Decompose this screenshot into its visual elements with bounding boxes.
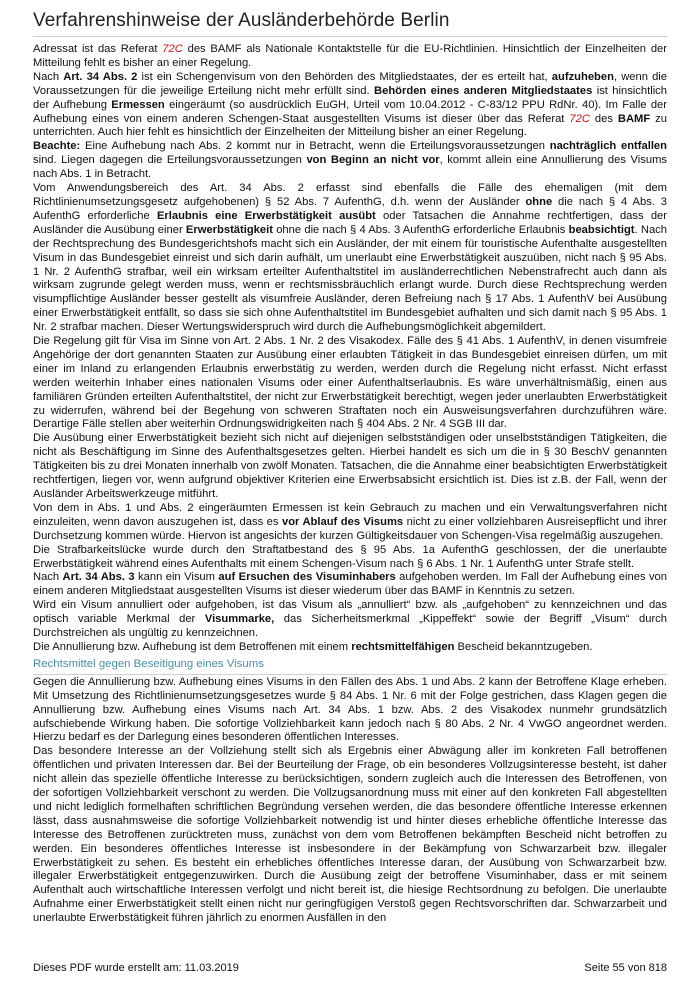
page-number: Seite 55 von 818: [584, 962, 667, 974]
creation-date: Dieses PDF wurde erstellt am: 11.03.2019: [33, 962, 239, 974]
referat-link[interactable]: 72C: [569, 112, 590, 125]
paragraph-4: Vom Anwendungsbereich des Art. 34 Abs. 2 erfasst sind ebenfalls die Fälle des ehemaligen (mit dem Richtlinienumsetzungsgesetz aufgehobenen) § 52 Abs. 7 AufenthG, d.h. wenn der Ausländer ohne die nach § 4 Abs. 3 AufenthG erforderliche Erlaubnis eine Erwerbstätigkeit ausübt oder Tatsachen die Annahme rechtfertigen, dass der Ausländer die Ausübung einer Erwerbstätigkeit ohne die nach § 4 Abs. 3 AufenthG erforderliche Erlaubnis beabsichtigt. Nach der Rechtsprechung des Bundesgerichtshofs macht sich ein Ausländer, der mit einem für touristische Aufenthalte ausgestellten Visum in das Bundesgebiet einreist und sich darin aufhält, um unerlaubt eine Erwerbstätigkeit auszuüben, nicht nach § 95 Abs. 1 Nr. 2 AufenthG strafbar, weil ein wirksam erteilter Aufenthaltstitel im ausländerrechtlichen Nebenstrafrecht auch dann als wirksam zugrunde gelegt werden muss, wenn er rechtsmissbräuchlich erlangt wurde. Durch diese Rechtsprechung werden visumpflichtige Ausländer besser gestellt als visumfreie Ausländer, deren Befreiung nach § 17 Abs. 1 AufenthV bei Ausübung einer Erwerbstätigkeit entfällt, so dass sie sich ohne Aufenthaltstitel im Bundesgebiet aufhalten und sich damit nach § 95 Abs. 1 Nr. 2 strafbar machen. Dieser Wertungswiderspruch wird durch die Aufhebungsmöglichkeit abgemildert.: [33, 182, 667, 334]
paragraph-8: Die Strafbarkeitslücke wurde durch den Straftatbestand des § 95 Abs. 1a AufenthG geschlossen, der die unerlaubte Erwerbstätigkeit während eines Aufenthalts mit einem Schengen-Visum nach § 6 Abs. 1 Nr. 1 AufenthG unter Strafe stellt.: [33, 543, 667, 570]
document-page: [33, 10, 667, 926]
paragraph-10: Wird ein Visum annulliert oder aufgehoben, ist das Visum als „annulliert“ bzw. als „aufgehoben“ zu kennzeichnen und das optisch variable Merkmal der Visummarke, das Sicherheitsmerkmal „Kippeffekt“ sowie der Begriff „Visum“ durch Durchstreichen als ungültig zu kennzeichnen.: [33, 599, 667, 640]
referat-link[interactable]: 72C: [162, 43, 183, 55]
paragraph-7: Von dem in Abs. 1 und Abs. 2 eingeräumten Ermessen ist kein Gebrauch zu machen und ein Verwaltungsverfahren nicht einzuleiten, wenn davon auszugehen ist, dass es vor Ablauf des Visums nicht zu einer vollziehbaren Ausreisepflicht und ihrer Durchsetzung kommen würde. Hiervon ist angesichts der kurzen Gültigkeitsdauer von Schengen-Visa regelmäßig auszugehen.: [33, 501, 668, 542]
paragraph-1: Adressat ist das Referat 72C des BAMF als Nationale Kontaktstelle für die EU-Richtlinien. Hinsichtlich der Einzelheiten der Mitteilung fehlt es bisher an einer Regelung.: [33, 43, 667, 69]
section-heading: Rechtsmittel gegen Beseitigung eines Visums: [33, 658, 667, 675]
paragraph-3: Beachte: Eine Aufhebung nach Abs. 2 kommt nur in Betracht, wenn die Erteilungsvoraussetzungen nachträglich entfallen sind. Liegen dagegen die Erteilungsvoraussetzungen von Beginn an nicht vor, kommt allein eine Annullierung des Visums nach Abs. 1 in Betracht.: [33, 140, 667, 181]
paragraph-2: Nach Art. 34 Abs. 2 ist ein Schengenvisum von den Behörden des Mitgliedstaates, der es erteilt hat, aufzuheben, wenn die Voraussetzungen für die jeweilige Erteilung nicht mehr erfüllt sind. Behörden eines anderen Mitgliedstaates ist hinsichtlich der Aufhebung Ermessen eingeräumt (so ausdrücklich EuGH, Urteil vom 10.04.2012 - C-83/12 PPU RdNr. 40). Im Falle der Aufhebung eines von einem anderen Schengen-Staat ausgestellten Visums ist dieser über das Referat 72C des BAMF zu unterrichten. Auch hier fehlt es hinsichtlich der Einzelheiten der Mitteilung bisher an einer Regelung.: [33, 70, 667, 139]
paragraph-11: Die Annullierung bzw. Aufhebung ist dem Betroffenen mit einem rechtsmittelfähigen Bescheid bekanntzugeben.: [33, 640, 593, 653]
paragraph-9: Nach Art. 34 Abs. 3 kann ein Visum auf Ersuchen des Visuminhabers aufgehoben werden. Im Fall der Aufhebung eines von einem anderen Mitgliedstaat ausgestellten Visums ist dieser wiederum über das BAMF in Kenntnis zu setzen.: [33, 571, 668, 598]
document-body: [33, 43, 667, 926]
page-title: Verfahrenshinweise der Ausländerbehörde Berlin: [33, 10, 667, 37]
paragraph-12: Gegen die Annullierung bzw. Aufhebung eines Visums in den Fällen des Abs. 1 und Abs. 2 kann der Betroffene Klage erheben. Mit Umsetzung des Richtlinienumsetzungsgesetzes wurde § 84 Abs. 1 Nr. 6 mit der Folge gestrichen, dass Klagen gegen die Annullierung bzw. Aufhebung eines Visums nach Art. 34 Abs. 1 bzw. Abs. 2 des Visakodex nunmehr grundsätzlich aufschiebende Wirkung haben. Die sofortige Vollziehbarkeit kann jedoch nach § 80 Abs. 2 Nr. 4 VwGO angeordnet werden. Hierzu bedarf es der Darlegung eines besonderen öffentlichen Interesses.: [33, 675, 667, 744]
paragraph-6: Die Ausübung einer Erwerbstätigkeit bezieht sich nicht auf diejenigen selbstständigen oder unselbstständigen Tätigkeiten, die nicht als Beschäftigung im Sinne des Aufenthaltsgesetzes gelten. Hierbei handelt es sich um die in § 30 BeschV genannten Tätigkeiten bis zu drei Monaten innerhalb von zwölf Monaten. Tatsachen, die die Annahme einer beabsichtigten Erwerbstätigkeit rechtfertigen, liegen vor, wenn aufgrund objektiver Kriterien eine Erwerbsabsicht ersichtlich ist. Dies ist z.B. der Fall, wenn der Ausländer Arbeitswerkzeuge mitführt.: [33, 432, 667, 500]
paragraph-5: Die Regelung gilt für Visa im Sinne von Art. 2 Abs. 1 Nr. 2 des Visakodex. Fälle des § 41 Abs. 1 AufenthV, in denen visumfreie Angehörige der dort genannten Staaten zur Ausübung einer erlaubten Tätigkeit in das Bundesgebiet einreisen dürfen, um mit einer im Inland zu erlangenden Erlaubnis erwerbstätig zu werden, werden durch die Regelung nicht erfasst. Nicht erfasst werden weiterhin Inhaber eines nationalen Visums oder einer Aufenthaltserlaubnis. Es wäre unverhältnismäßig, einen aus familiären Gründen erteilten Aufenthaltstitel, der nicht zur Erwerbstätigkeit berechtigt, wegen jeder unerlaubten Erwerbstätigkeit zu widerrufen, während bei der Begehung von schweren Straftaten noch ein Ausweisungsverfahren durchzuführen wäre. Derartige Fälle stellen aber weiterhin Ordnungswidrigkeiten nach § 404 Abs. 2 Nr. 4 SGB III dar.: [33, 335, 667, 431]
paragraph-13: Das besondere Interesse an der Vollziehung stellt sich als Ergebnis einer Abwägung aller im konkreten Fall betroffenen öffentlichen und privaten Interessen dar. Bei der Beurteilung der Frage, ob ein besonderes Vollzugsinteresse besteht, ist daher nicht allein das spezielle öffentliche Interesse zu berücksichtigen, sondern zugleich auch die Interessen des Betroffenen, von der sofortigen Vollziehbarkeit verschont zu werden. Die Vollzugsanordnung muss mit einer auf den konkreten Fall abgestellten und nicht lediglich formelhaften schriftlichen Begründung versehen werden, die das besondere öffentliche Interesse erkennen lässt, dass ausnahmsweise die sofortige Vollziehbarkeit notwendig ist und hinter dieses erhebliche öffentliche Interesse das Interesse des Betroffenen zurücktreten muss, zunächst von dem vom Betroffenen bekämpften Bescheid nicht betroffen zu werden. Ein besonderes öffentliches Interesse ist insbesondere in der Bekämpfung von Schwarzarbeit bzw. illegaler Erwerbstätigkeit zu sehen. Es besteht ein erhebliches öffentliches Interesse daran, der Ausübung von Schwarzarbeit bzw. illegaler Erwerbstätigkeit entgegenzuwirken. Durch die Ausübung zeigt der betroffene Visuminhaber, dass er mit seinem Aufenthalt auch wirtschaftliche Interessen verfolgt und nicht bereit ist, die hiesige Rechtsordnung zu befolgen. Die unerlaubte Aufnahme einer Erwerbstätigkeit stellt einen nicht nur geringfügigen Verstoß gegen Rechtsvorschriften dar. Schwarzarbeit und unerlaubte Erwerbstätigkeit führen jährlich zu enormen Ausfällen in den: [33, 745, 667, 925]
